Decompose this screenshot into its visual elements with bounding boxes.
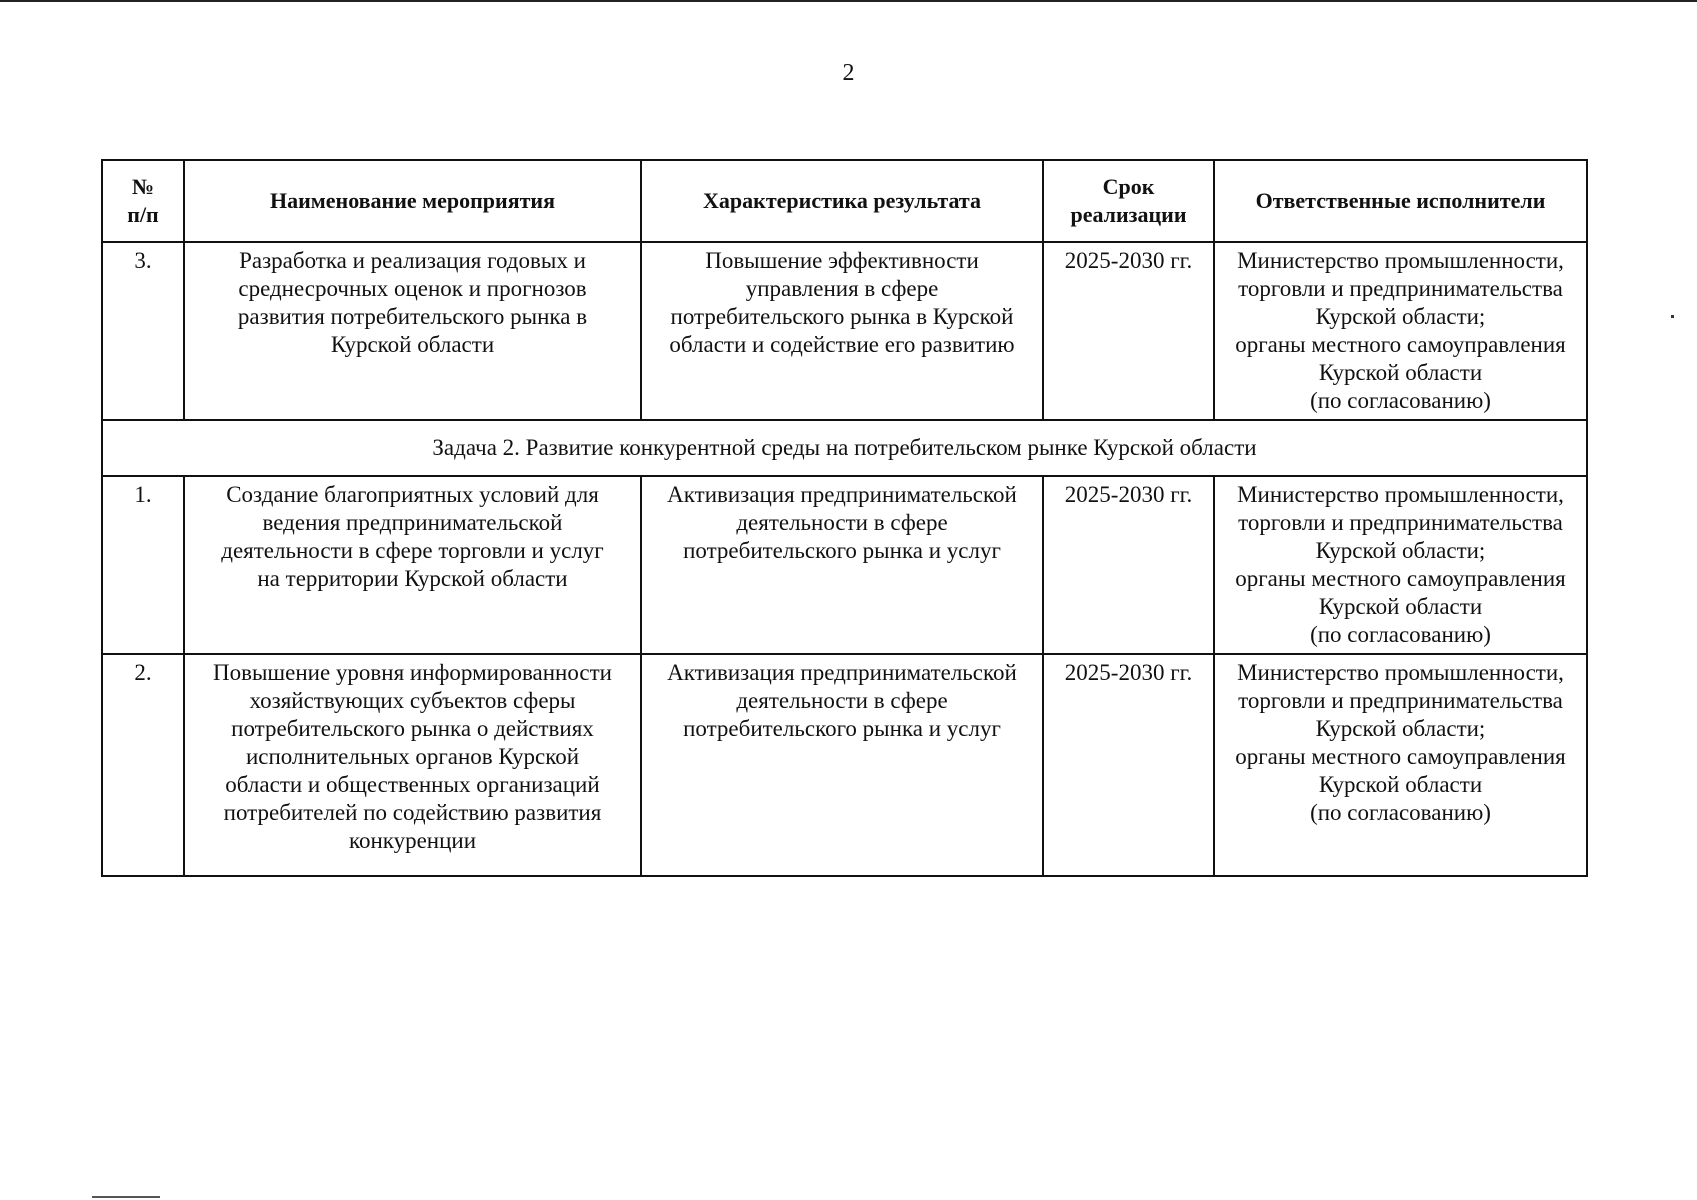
- table-header-row: [102, 160, 1587, 242]
- scan-speck: [1671, 315, 1674, 318]
- row-name: Повышение уровня информированности хозяйствующих субъектов сферы потребительского рынка о действиях исполнительных органов Курской области и общественных организаций потребителей по содействию развития конкуренции: [184, 654, 641, 876]
- header-result: Характеристика результата: [641, 160, 1043, 242]
- task-heading-row: [102, 420, 1587, 476]
- row-responsible: Министерство промышленности, торговли и предпринимательства Курской области; органы местного самоуправления Курской области (по согласованию): [1214, 654, 1587, 876]
- row-name: Разработка и реализация годовых и среднесрочных оценок и прогнозов развития потребительского рынка в Курской области: [184, 242, 641, 420]
- row-term: 2025-2030 гг.: [1043, 242, 1214, 420]
- row-num: 1.: [102, 476, 184, 654]
- row-result: Активизация предпринимательской деятельности в сфере потребительского рынка и услуг: [641, 476, 1043, 654]
- row-name: Создание благоприятных условий для ведения предпринимательской деятельности в сфере торговли и услуг на территории Курской области: [184, 476, 641, 654]
- header-term: Срок реализации: [1043, 160, 1214, 242]
- row-term: 2025-2030 гг.: [1043, 476, 1214, 654]
- measures-table: [101, 159, 1588, 877]
- row-num: 2.: [102, 654, 184, 876]
- row-num: 3.: [102, 242, 184, 420]
- header-num: № п/п: [102, 160, 184, 242]
- table-row: [102, 654, 1587, 876]
- scan-top-edge: [0, 0, 1697, 2]
- page-number: 2: [842, 60, 855, 86]
- row-term: 2025-2030 гг.: [1043, 654, 1214, 876]
- scan-bottom-mark: [92, 1196, 160, 1198]
- header-name: Наименование мероприятия: [184, 160, 641, 242]
- row-responsible: Министерство промышленности, торговли и предпринимательства Курской области; органы местного самоуправления Курской области (по согласованию): [1214, 476, 1587, 654]
- table-row: [102, 476, 1587, 654]
- header-responsible: Ответственные исполнители: [1214, 160, 1587, 242]
- row-result: Повышение эффективности управления в сфере потребительского рынка в Курской области и содействие его развитию: [641, 242, 1043, 420]
- task-heading: Задача 2. Развитие конкурентной среды на потребительском рынке Курской области: [102, 420, 1587, 476]
- row-responsible: Министерство промышленности, торговли и предпринимательства Курской области; органы местного самоуправления Курской области (по согласованию): [1214, 242, 1587, 420]
- row-result: Активизация предпринимательской деятельности в сфере потребительского рынка и услуг: [641, 654, 1043, 876]
- table-row: [102, 242, 1587, 420]
